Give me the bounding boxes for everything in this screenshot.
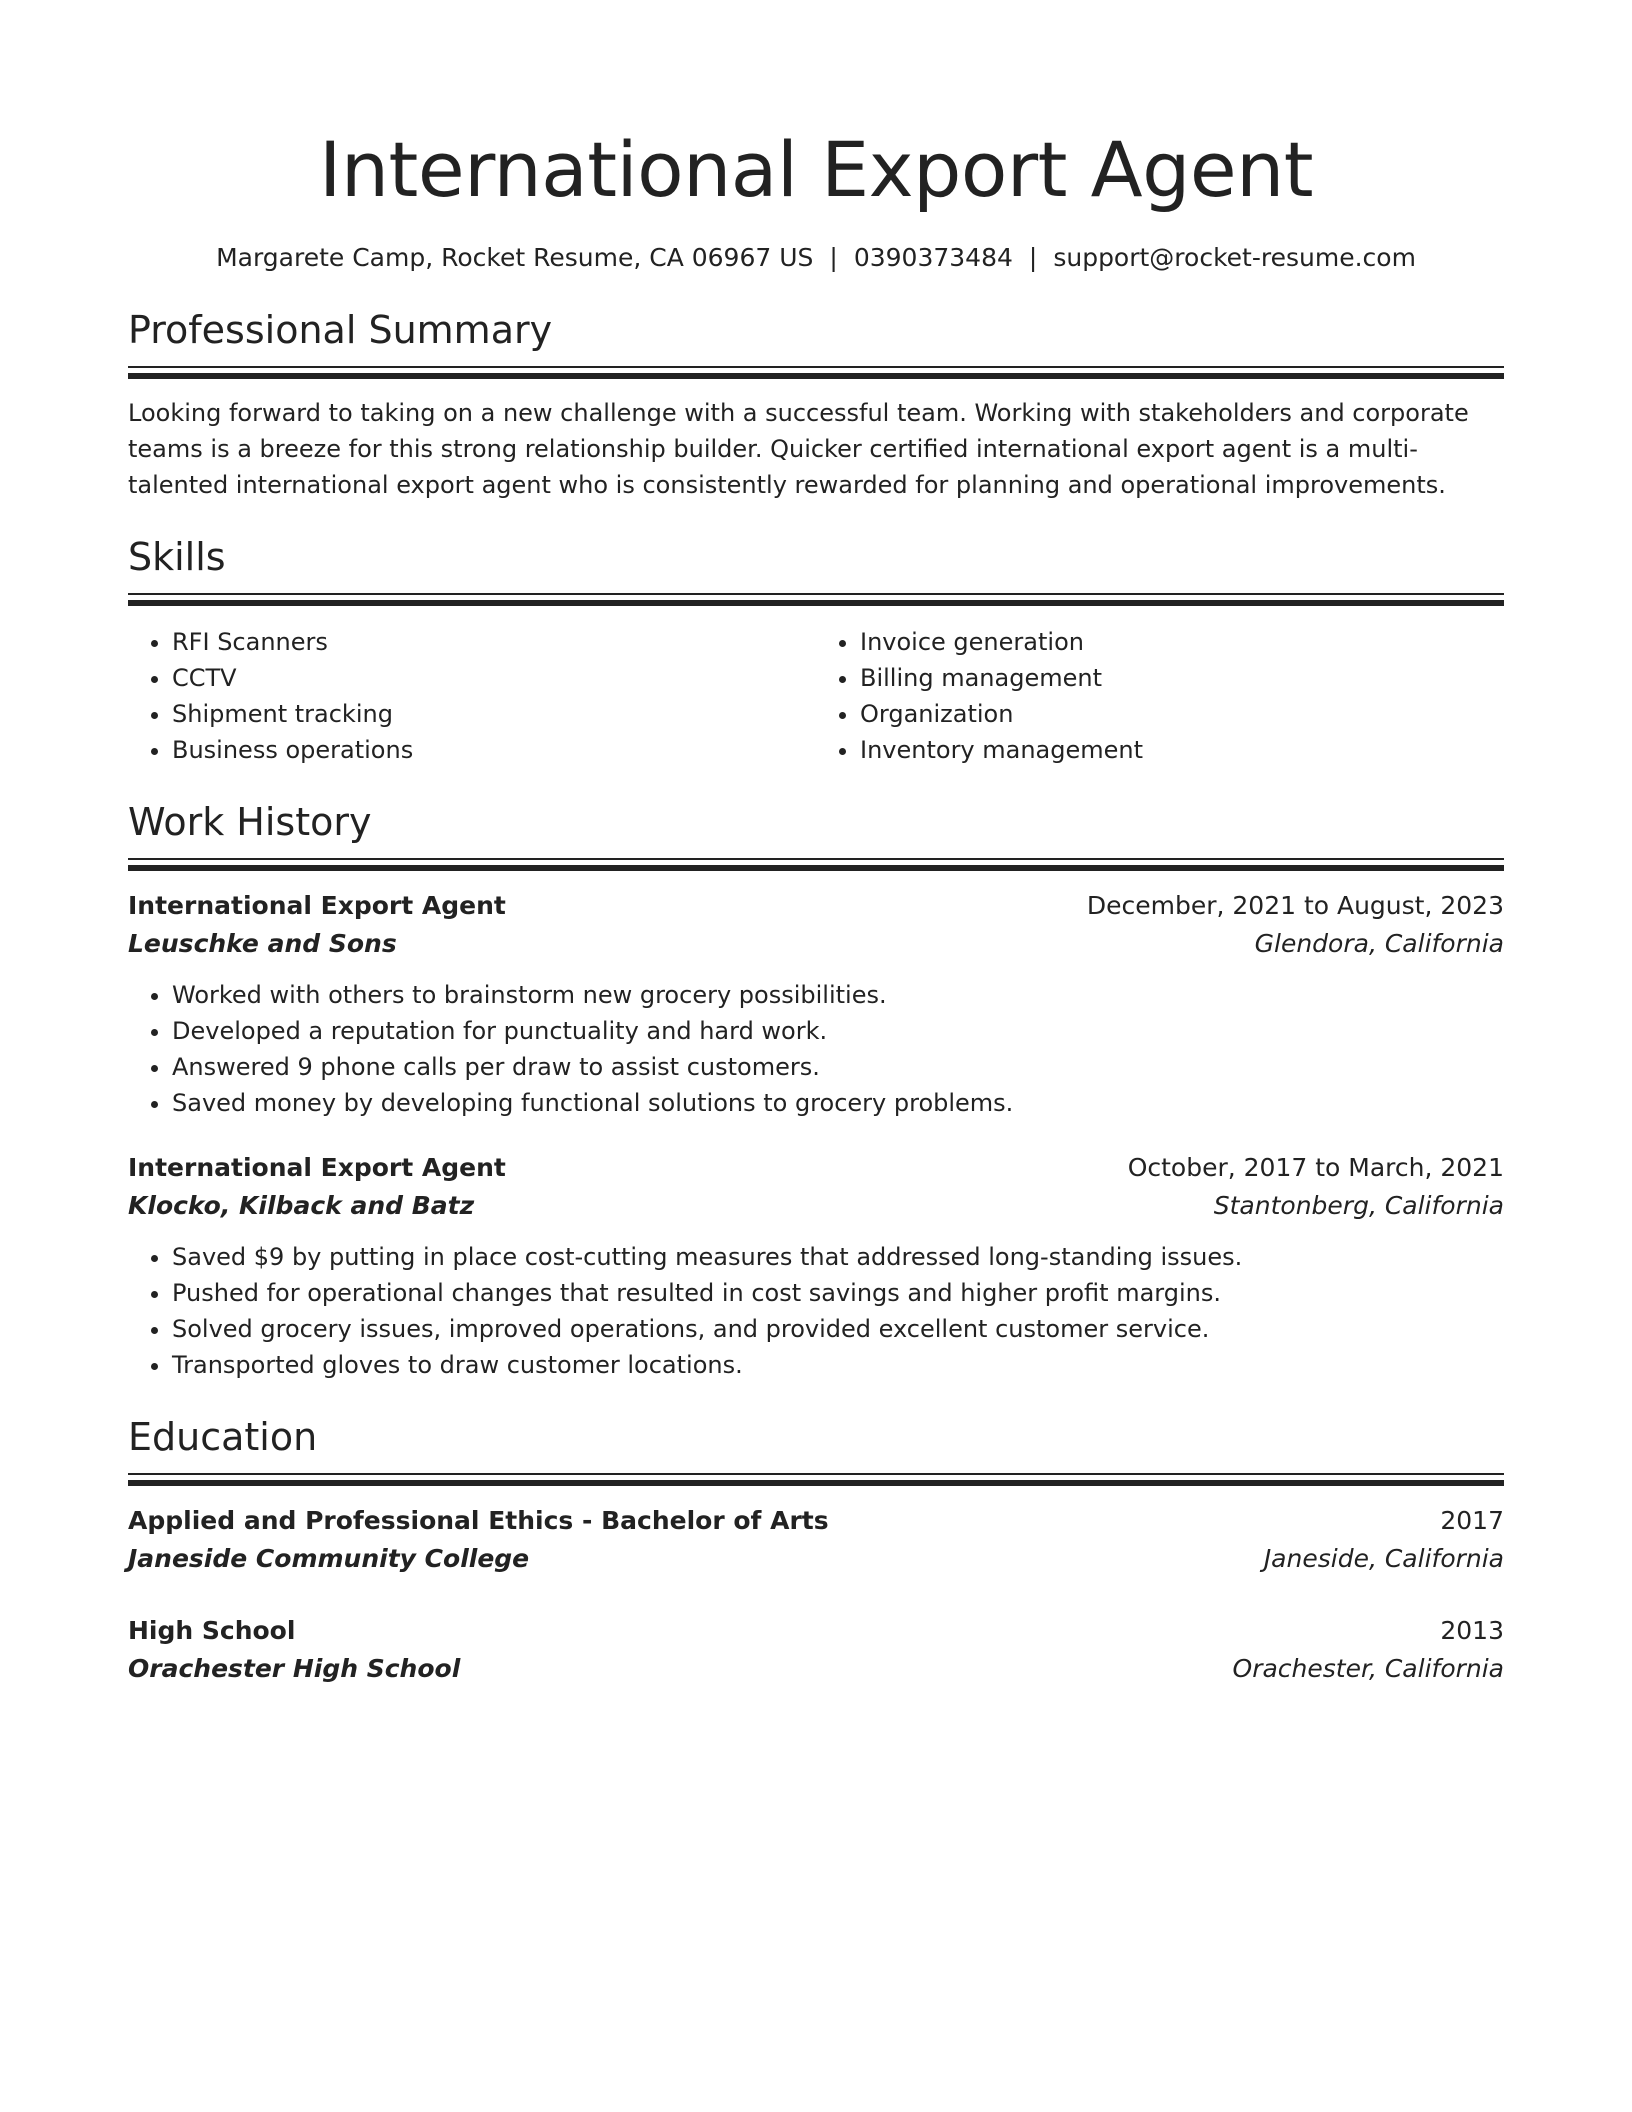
skills-columns [128, 624, 1504, 768]
job-dates: December, 2021 to August, 2023 [1086, 891, 1504, 920]
skill-item: • RFI Scanners [172, 624, 816, 660]
job-title: International Export Agent [128, 1153, 506, 1182]
section-heading-education: Education [128, 1415, 318, 1459]
section-heading-skills: Skills [128, 535, 226, 579]
job-bullet: • Worked with others to brainstorm new grocery possibilities. [172, 977, 1504, 1013]
education-section [128, 1411, 1504, 1688]
skill-item: • CCTV [172, 660, 816, 696]
skills-list-left [128, 624, 816, 768]
education-header-row [128, 1612, 1504, 1650]
job-entry [128, 887, 1504, 1121]
education-entry [128, 1502, 1504, 1578]
job-title: International Export Agent [128, 891, 506, 920]
contact-separator: | [1028, 243, 1038, 272]
education-location: Janeside, California [1263, 1544, 1504, 1573]
job-entry [128, 1149, 1504, 1383]
summary-text: Looking forward to taking on a new challenge with a successful team. Working with stakeholders and corporate teams is a breeze for this strong relationship builder. Quicker certified international export agent is a multi-talented international export agent who is consistently rewarded for planning and operational improvements. [128, 399, 1469, 499]
job-bullet: • Saved $9 by putting in place cost-cutting measures that addressed long-standing issues. [172, 1239, 1504, 1275]
contact-email: support@rocket-resume.com [1053, 243, 1416, 272]
skill-item: • Billing management [860, 660, 1504, 696]
education-entry [128, 1612, 1504, 1688]
contact-separator: | [829, 243, 838, 272]
section-heading-summary: Professional Summary [128, 308, 553, 352]
contact-line [128, 240, 1504, 276]
skill-item: • Organization [860, 696, 1504, 732]
job-bullet: • Solved grocery issues, improved operations, and provided excellent customer service. [172, 1311, 1504, 1347]
section-divider [128, 1473, 1504, 1486]
job-location: Stantonberg, California [1213, 1191, 1504, 1220]
education-year: 2017 [1440, 1506, 1504, 1535]
education-year: 2013 [1440, 1616, 1504, 1645]
job-company: Klocko, Kilback and Batz [128, 1191, 475, 1220]
summary-section [128, 304, 1504, 503]
job-bullet: • Answered 9 phone calls per draw to assist customers. [172, 1049, 1504, 1085]
education-school-row [128, 1540, 1504, 1578]
education-degree: High School [128, 1616, 296, 1645]
job-header-row [128, 1149, 1504, 1187]
resume-title: International Export Agent [318, 125, 1314, 214]
job-bullet: • Developed a reputation for punctuality and hard work. [172, 1013, 1504, 1049]
job-bullets [128, 977, 1504, 1121]
section-heading-work: Work History [128, 800, 372, 844]
job-company-row [128, 1187, 1504, 1225]
education-school-row [128, 1650, 1504, 1688]
job-location: Glendora, California [1254, 929, 1504, 958]
section-divider [128, 858, 1504, 871]
job-bullets [128, 1239, 1504, 1383]
skill-item: • Shipment tracking [172, 696, 816, 732]
skill-item: • Business operations [172, 732, 816, 768]
contact-address: Margarete Camp, Rocket Resume, CA 06967 US [216, 243, 814, 272]
work-section [128, 796, 1504, 1383]
job-header-row [128, 887, 1504, 925]
section-divider [128, 593, 1504, 606]
job-bullet: • Saved money by developing functional solutions to grocery problems. [172, 1085, 1504, 1121]
education-school: Orachester High School [128, 1654, 461, 1683]
education-header-row [128, 1502, 1504, 1540]
section-divider [128, 366, 1504, 379]
skill-item: • Invoice generation [860, 624, 1504, 660]
job-dates: October, 2017 to March, 2021 [1127, 1153, 1504, 1182]
job-bullet: • Pushed for operational changes that resulted in cost savings and higher profit margins. [172, 1275, 1504, 1311]
job-company-row [128, 925, 1504, 963]
skills-section [128, 531, 1504, 768]
education-location: Orachester, California [1232, 1654, 1504, 1683]
job-bullet: • Transported gloves to draw customer locations. [172, 1347, 1504, 1383]
education-degree: Applied and Professional Ethics - Bachelor of Arts [128, 1506, 829, 1535]
skills-list-right [816, 624, 1504, 768]
education-school: Janeside Community College [128, 1544, 530, 1573]
skill-item: • Inventory management [860, 732, 1504, 768]
job-company: Leuschke and Sons [128, 929, 397, 958]
contact-phone: 0390373484 [853, 243, 1013, 272]
